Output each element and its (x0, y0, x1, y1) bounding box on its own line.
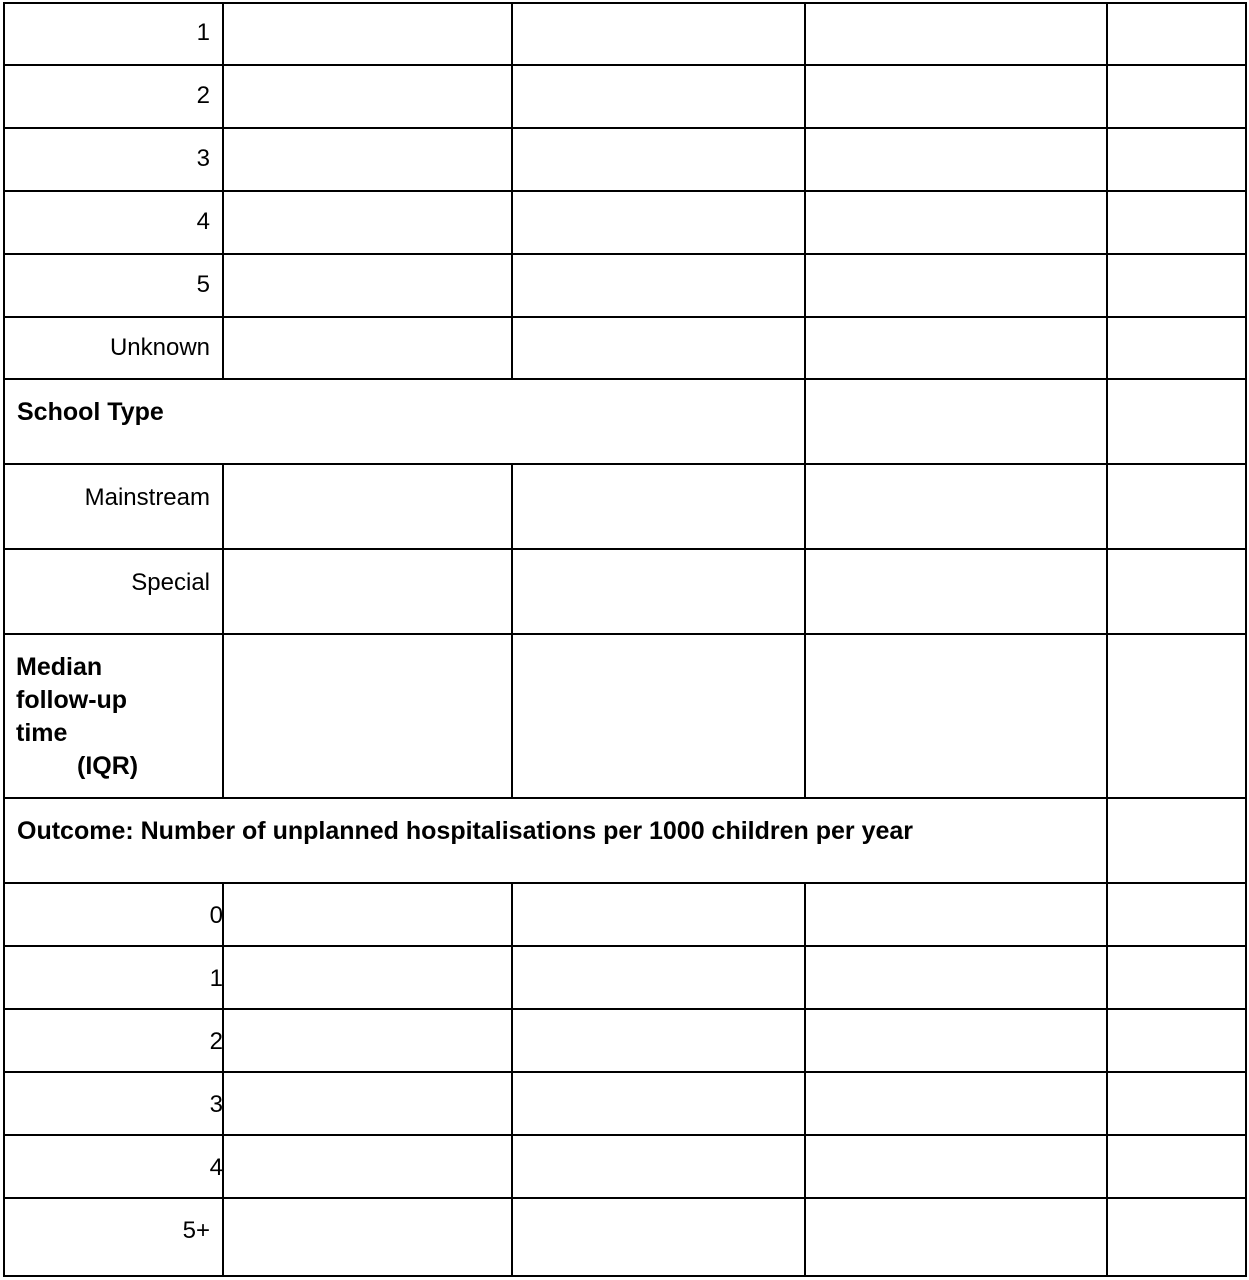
median-line-3: time (16, 719, 68, 747)
row-divider (3, 316, 1246, 318)
section-header-outcome: Outcome: Number of unplanned hospitalisations per 1000 children per year (17, 817, 914, 845)
row-divider (3, 548, 1246, 550)
row-label: 3 (196, 145, 210, 172)
row-divider (3, 463, 1246, 465)
column-divider (222, 2, 224, 380)
row-divider (3, 633, 1246, 635)
row-label: 1 (209, 965, 223, 992)
row-divider (3, 1008, 1246, 1010)
row-divider (3, 1197, 1246, 1199)
row-divider (3, 190, 1246, 192)
section-header-median-followup (16, 651, 216, 783)
row-label: 5+ (182, 1217, 210, 1244)
row-divider (3, 797, 1246, 799)
median-line-2: follow-up (16, 686, 128, 714)
row-label: 2 (209, 1028, 223, 1055)
row-divider (3, 1134, 1246, 1136)
column-divider (804, 2, 806, 799)
table-border-left (3, 2, 5, 1277)
row-divider (3, 1071, 1246, 1073)
column-divider (511, 2, 513, 380)
row-divider (3, 882, 1246, 884)
row-label: Mainstream (84, 484, 210, 511)
row-label: Unknown (109, 334, 210, 361)
row-divider (3, 64, 1246, 66)
row-label: 4 (196, 208, 210, 235)
row-label: 4 (209, 1154, 223, 1181)
column-divider (511, 463, 513, 799)
row-label: Special (131, 569, 210, 596)
row-label: 5 (196, 271, 210, 298)
table-border-top (3, 2, 1246, 4)
row-divider (3, 378, 1246, 380)
table-border-bottom (3, 1275, 1246, 1277)
column-divider (1106, 2, 1108, 1277)
row-divider (3, 253, 1246, 255)
row-divider (3, 127, 1246, 129)
median-line-1: Median (16, 653, 103, 681)
median-line-4: (IQR) (77, 752, 139, 780)
column-divider (804, 882, 806, 1277)
row-divider (3, 945, 1246, 947)
column-divider (222, 463, 224, 799)
row-label: 2 (196, 82, 210, 109)
column-divider (222, 882, 224, 1277)
row-label: 3 (209, 1091, 223, 1118)
row-label: 0 (209, 902, 223, 929)
section-header-school-type: School Type (17, 398, 164, 426)
column-divider (511, 882, 513, 1277)
row-label: 1 (196, 19, 210, 46)
table-border-right (1245, 2, 1247, 1277)
